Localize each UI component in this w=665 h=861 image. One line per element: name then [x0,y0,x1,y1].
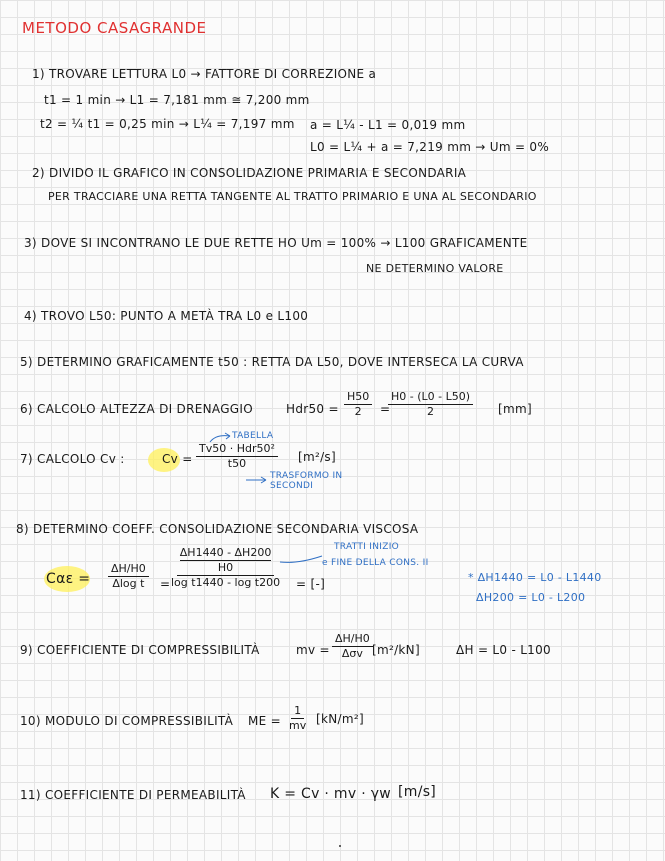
step-10-lhs: ME = [248,714,282,728]
step-11-label: 11) COEFFICIENTE DI PERMEABILITÀ [20,788,246,802]
arrow-tabella-icon [208,432,232,444]
step-8-f1-den: Δlog t [112,577,145,590]
page-dot [339,845,341,847]
step-7-unit: [m²/s] [298,450,336,464]
step-9-extra: ΔH = L0 - L100 [456,643,551,657]
step-9-lhs: mv = [296,643,330,657]
step-9-num: ΔH/H0 [332,632,373,647]
step-9-fraction [332,632,373,661]
note-tabella: TABELLA [232,431,274,441]
note-trasformo: TRASFORMO IN SECONDI [270,471,343,491]
step-8-fraction-2 [168,546,283,590]
step-7-lhs: Cv = [162,452,193,466]
step-8-f2-num [177,546,275,576]
step-6-fraction-1-num: H50 [344,390,372,405]
step-11-unit: [m/s] [398,784,437,800]
step-1-line-2: t1 = 1 min → L1 = 7,181 mm ≅ 7,200 mm [44,93,310,107]
step-6-equals: = [380,402,391,416]
step-7-den: t50 [227,457,247,470]
step-7-label: 7) CALCOLO Cv : [20,452,125,466]
step-8-f2-den: log t1440 - log t200 [171,576,281,589]
arrow-cons-icon [278,552,324,566]
step-6-fraction-2 [388,390,473,419]
step-10-fraction [286,704,309,733]
step-8-unit: = [-] [296,577,326,591]
note-tratti-inizio: TRATTI INIZIO [334,542,400,552]
step-1-l0-equation: L0 = L¼ + a = 7,219 mm → Um = 0% [310,140,550,154]
step-8-equals: = [160,577,171,591]
side-note-2: ΔH200 = L0 - L200 [476,591,586,604]
step-9-label: 9) COEFFICIENTE DI COMPRESSIBILITÀ [20,643,260,657]
step-2-line-1: 2) DIVIDO IL GRAFICO IN CONSOLIDAZIONE PRIMARIA E SECONDARIA [32,166,467,180]
step-10-den: mv [289,719,307,732]
step-5: 5) DETERMINO GRAFICAMENTE t50 : RETTA DA L50, DOVE INTERSECA LA CURVA [20,355,524,369]
step-9-unit: [m²/kN] [372,643,420,657]
step-3-line-1: 3) DOVE SI INCONTRANO LE DUE RETTE HO Um = 100% → L100 GRAFICAMENTE [24,236,528,250]
step-8-lhs: Cαε = [46,571,91,587]
step-8-label: 8) DETERMINO COEFF. CONSOLIDAZIONE SECONDARIA VISCOSA [16,522,419,536]
step-7-fraction [196,442,278,471]
step-8-f2-num-top: ΔH1440 - ΔH200 [179,546,272,559]
step-1-a-equation: a = L¼ - L1 = 0,019 mm [310,118,466,132]
note-fine-cons: e FINE DELLA CONS. II [322,558,429,568]
step-6-fraction-2-den: 2 [427,405,435,418]
step-8-fraction-1 [108,562,149,591]
step-8-f1-num: ΔH/H0 [108,562,149,577]
step-6-fraction-1 [344,390,372,419]
step-6-label: 6) CALCOLO ALTEZZA DI DRENAGGIO [20,402,253,416]
step-2-line-2: PER TRACCIARE UNA RETTA TANGENTE AL TRATTO PRIMARIO E UNA AL SECONDARIO [48,190,537,203]
step-10-label: 10) MODULO DI COMPRESSIBILITÀ [20,714,234,728]
step-6-fraction-2-num: H0 - (L0 - L50) [388,390,473,405]
step-8-f2-num-bot: H0 [217,561,234,574]
step-4: 4) TROVO L50: PUNTO A METÀ TRA L0 e L100 [24,309,309,323]
step-3-line-2: NE DETERMINO VALORE [366,262,504,275]
step-10-num: 1 [291,704,304,719]
step-9-den: Δσv [341,647,363,660]
step-7-num: Tv50 · Hdr50² [196,442,278,457]
step-11-equation: K = Cv · mv · γw [270,786,392,802]
step-1-line-3: t2 = ¼ t1 = 0,25 min → L¼ = 7,197 mm [40,117,295,131]
side-note-1: * ΔH1440 = L0 - L1440 [468,571,602,584]
step-10-unit: [kN/m²] [316,712,364,726]
step-1-line-1: 1) TROVARE LETTURA L0 → FATTORE DI CORREZIONE a [32,67,377,81]
step-6-fraction-1-den: 2 [354,405,362,418]
step-6-unit: [mm] [498,402,532,416]
step-6-lhs: Hdr50 = [286,402,339,416]
arrow-trasformo-icon [244,476,268,484]
page-title: METODO CASAGRANDE [22,19,207,37]
